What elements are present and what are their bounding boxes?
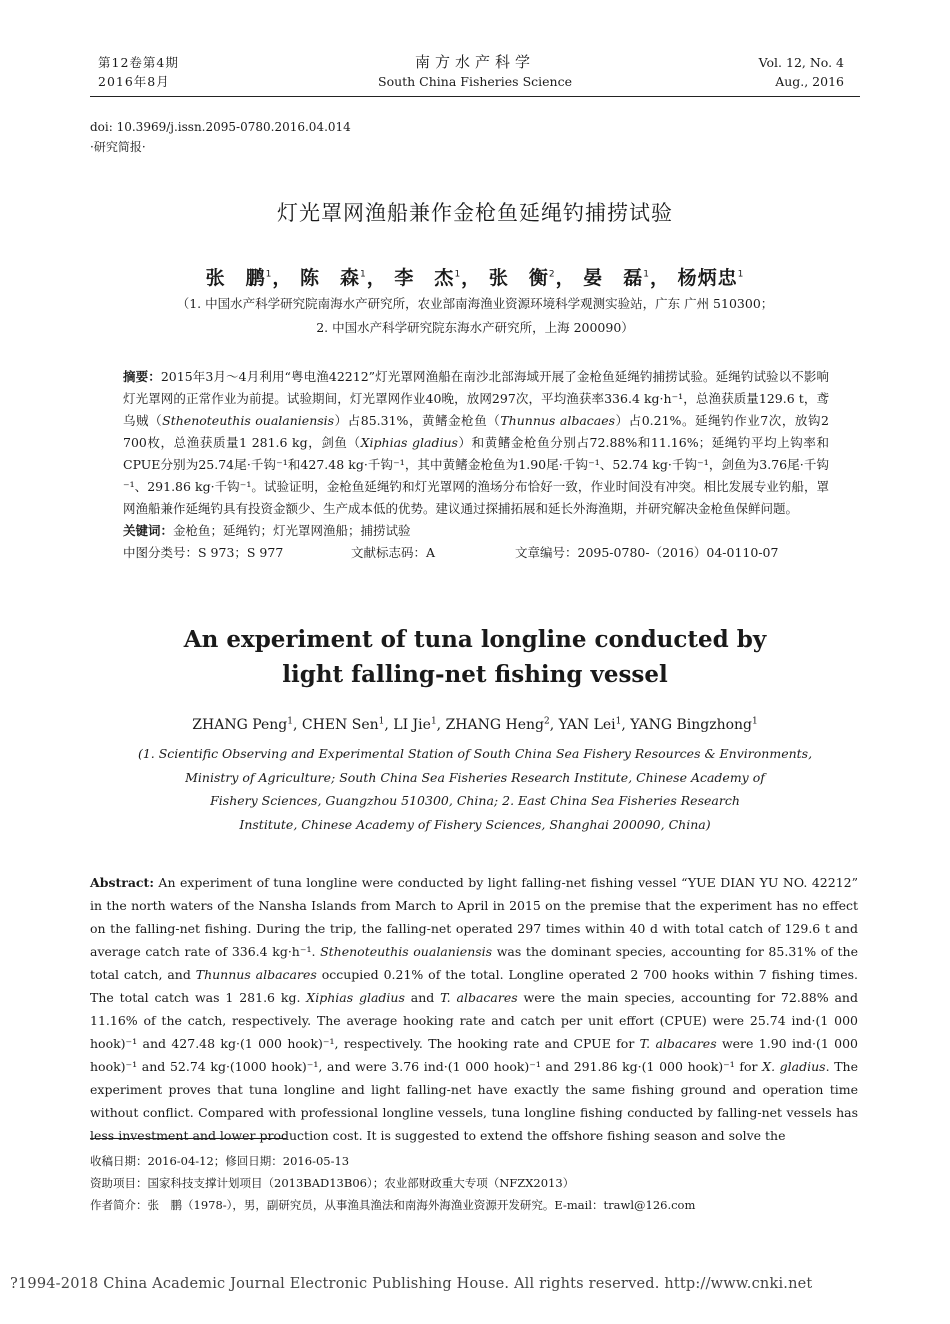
journal-name <box>330 52 620 92</box>
author-en: YAN Lei$^1$, <box>558 716 631 733</box>
paper-title-cn: 灯光罩网渔船兼作金枪鱼延绳钓捕捞试验 <box>277 201 673 225</box>
abstract-en-label: Abstract: <box>90 875 154 890</box>
author-list-cn <box>0 263 950 290</box>
author-en: ZHANG Heng$^2$, <box>445 716 559 733</box>
abstract-cn <box>123 366 829 564</box>
author-cn: 李 杰$^1$， <box>394 267 482 289</box>
author-cn: 杨炳忠$^1$ <box>677 267 745 289</box>
doi-block <box>90 117 351 157</box>
footnotes <box>90 1150 695 1216</box>
affiliation-line: Ministry of Agriculture; South China Sea Fisheries Research Institute, Chinese Academy of <box>185 769 765 785</box>
author-list-en <box>0 716 950 733</box>
paper-title-en-line: An experiment of tuna longline conducted by <box>183 626 767 653</box>
clc-number: 中图分类号：S 973；S 977 <box>123 545 284 560</box>
abstract-cn-label: 摘要： <box>123 369 161 384</box>
keywords-label: 关键词： <box>123 523 174 538</box>
document-code: 文献标志码：A <box>351 545 436 560</box>
footnote-funding: 资助项目：国家科技支撑计划项目（2013BAD13B06）；农业部财政重大专项（NFZX2013） <box>90 1176 575 1190</box>
volume-issue: 第12卷第4期 <box>98 55 179 70</box>
issue-date: 2016年8月 <box>98 74 170 89</box>
affiliations-cn <box>0 292 950 340</box>
paper-title-en-line: light falling-net fishing vessel <box>282 661 668 688</box>
doi: doi: 10.3969/j.issn.2095-0780.2016.04.014 <box>90 120 351 134</box>
author-en: CHEN Sen$^1$, <box>301 716 394 733</box>
author-cn: 陈 森$^1$， <box>300 267 387 289</box>
author-en: YANG Bingzhong$^1$ <box>630 716 758 733</box>
author-cn: 张 衡$^2$， <box>488 267 576 289</box>
issue-date-en: Aug., 2016 <box>775 74 844 89</box>
abstract-cn-text: 摘要：2015年3月～4月利用“粤电渔42212”灯光罩网渔船在南沙北部海域开展了金枪鱼延绳钓捕捞试验。延绳钓试验以不影响灯光罩网的正常作业为前提。试验期间，灯光罩网作业40晚，放网297次，平均渔获率336.4 kg·h⁻¹，总渔获质量129.6 t，鸢乌贼（Sthenoteuthis oualaniensis）占85.31%，黄鳍金枪鱼（Thunnus albacaes）占0.21%。延绳钓作业7次，放钩2 700枚，总渔获质量1 281.6 kg，剑鱼（Xiphias gladius）和黄鳍金枪鱼分别占72.88%和11.16%；延绳钓平均上钩率和CPUE分别为25.74尾·千钩⁻¹和427.48 kg·千钩⁻¹，其中黄鳍金枪鱼为1.90尾·千钩⁻¹、52.74 kg·千钩⁻¹，剑鱼为3.76尾·千钩⁻¹、291.86 kg·千钩⁻¹。试验证明，金枪鱼延绳钓和灯光罩网的渔场分布恰好一致，作业时间没有冲突。相比发展专业钓船，罩网渔船兼作延绳钓具有投资金额少、生产成本低的优势。建议通过探捕拓展和延长外海渔期，并研究解决金枪鱼保鲜问题。 <box>123 369 829 516</box>
running-header-right <box>759 53 844 91</box>
affiliation-line: Fishery Sciences, Guangzhou 510300, China; 2. East China Sea Fisheries Research <box>210 793 740 808</box>
affiliation-line: 2. 中国水产科学研究院东海水产研究所，上海 200090） <box>316 320 634 335</box>
article-number: 文章编号：2095-0780-（2016）04-0110-07 <box>515 545 779 560</box>
section-label: ·研究简报· <box>90 140 146 154</box>
abstract-en-text: Abstract: An experiment of tuna longline were conducted by light falling-net fishing vessel “YUE DIAN YU NO. 42212” in the north waters of the Nansha Islands from March to April in 2015 on the premise that the experiment has no effect on the falling-net fishing. During the trip, the falling-net operated 297 times within 40 d with total catch of 129.6 t and average catch rate of 336.4 kg·h⁻¹. Sthenoteuthis oualaniensis was the dominant species, accounting for 85.31% of the total catch, and Thunnus albacares occupied 0.21% of the total. Longline operated 2 700 hooks within 7 fishing times. The total catch was 1 281.6 kg. Xiphias gladius and T. albacares were the main species, accounting for 72.88% and 11.16% of the catch, respectively. The average hooking rate and catch per unit effort (CPUE) were 25.74 ind·(1 000 hook)⁻¹ and 427.48 kg·(1 000 hook)⁻¹, respectively. The hooking rate and CPUE for T. albacares were 1.90 ind·(1 000 hook)⁻¹ and 52.74 kg·(1000 hook)⁻¹, and were 3.76 ind·(1 000 hook)⁻¹ and 291.86 kg·(1 000 hook)⁻¹ for X. gladius. The experiment proves that tuna longline and light falling-net have exactly the same fishing ground and operation time without conflict. Compared with professional longline vessels, tuna longline fishing conducted by falling-net vessels has less investment and lower production cost. It is suggested to extend the offshore fishing season and solve the <box>90 875 859 1143</box>
author-en: ZHANG Peng$^1$, <box>192 716 302 733</box>
header-rule <box>90 96 860 97</box>
footnote-author-bio: 作者简介：张 鹏（1978-），男，副研究员，从事渔具渔法和南海外海渔业资源开发研究。E-mail：trawl@126.com <box>90 1198 696 1212</box>
journal-name-cn: 南方水产科学 <box>414 53 535 71</box>
classification-row <box>123 542 829 564</box>
running-header-left <box>98 53 179 91</box>
abstract-en <box>90 871 858 1147</box>
journal-name-en: South China Fisheries Science <box>378 74 572 89</box>
author-cn: 晏 磊$^1$， <box>583 267 670 289</box>
author-en: LI Jie$^1$, <box>393 716 446 733</box>
affiliation-line: Institute, Chinese Academy of Fishery Sciences, Shanghai 200090, China) <box>239 816 711 832</box>
affiliation-line: （1. 中国水产科学研究院南海水产研究所，农业部南海渔业资源环境科学观测实验站，广东 广州 510300； <box>176 296 774 311</box>
author-cn: 张 鹏$^1$， <box>205 267 293 289</box>
footnote-dates: 收稿日期：2016-04-12；修回日期：2016-05-13 <box>90 1154 350 1168</box>
paper-title-en <box>0 622 950 692</box>
keywords-cn: 关键词：金枪鱼；延绳钓；灯光罩网渔船；捕捞试验 <box>123 523 411 538</box>
copyright-line: ?1994-2018 China Academic Journal Electronic Publishing House. All rights reserved. http://www.cnki.net <box>10 1276 813 1292</box>
footnote-rule <box>90 1138 286 1139</box>
volume-issue-en: Vol. 12, No. 4 <box>758 55 844 70</box>
affiliations-en <box>0 742 950 836</box>
affiliation-line: (1. Scientific Observing and Experimental Station of South China Sea Fishery Resources & Environments, <box>137 746 813 761</box>
